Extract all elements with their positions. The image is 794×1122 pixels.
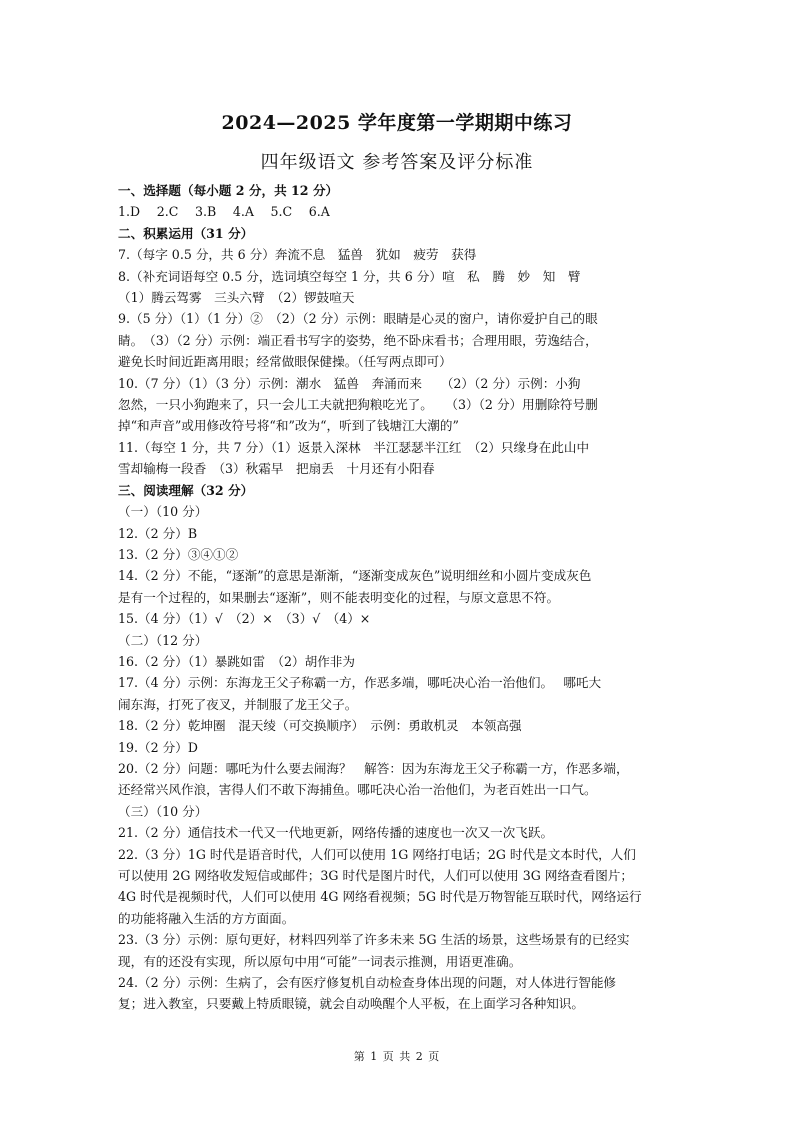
answer-line: 8.（补充词语每空 0.5 分，选词填空每空 1 分，共 6 分）喧 私 腾 妙 知 臂 — [118, 268, 581, 284]
answer-line: 16.（2 分）（1）暴跳如雷 （2）胡作非为 — [118, 653, 355, 669]
answer-line: 12.（2 分）B — [118, 525, 198, 541]
answer-line: 闹东海，打死了夜叉，并制服了龙王父子。 — [118, 696, 358, 712]
section-heading: 二、积累运用（31 分） — [118, 225, 254, 241]
answer-line: 雪却输梅一段香 （3）秋霜早 把扇丢 十月还有小阳春 — [118, 461, 435, 477]
section-heading: 一、选择题（每小题 2 分，共 12 分） — [118, 183, 339, 198]
answer-line: 可以使用 2G 网络收发短信或邮件；3G 时代是图片时代，人们可以使用 3G 网络查看图片； — [118, 868, 634, 883]
answer-line: 24.（2 分）示例：生病了，会有医疗修复机自动检查身体出现的问题，对人体进行智能修 — [118, 975, 617, 991]
answer-line: 20.（2 分）问题：哪吒为什么要去闹海？ 解答：因为东海龙王父子称霸一方，作恶多端， — [118, 760, 629, 776]
answer-line: 复；进入教室，只要戴上特质眼镜，就会自动唤醒个人平板，在上面学习各种知识。 — [118, 996, 584, 1012]
answer-line: 忽然，一只小狗跑来了，只一会儿工夫就把狗粮吃光了。 （3）（2 分）用删除符号删 — [118, 397, 598, 413]
answer-line: （二）（12 分） — [118, 632, 208, 648]
answer-line: 9.（5 分）（1）（1 分）② （2）（2 分）示例：眼睛是心灵的窗户，请你爱护自己的眼 — [118, 311, 598, 327]
answer-line: 21.（2 分）通信技术一代又一代地更新，网络传播的速度也一次又一次飞跃。 — [118, 825, 554, 841]
document-title: 2024—2025 学年度第一学期期中练习 — [221, 112, 573, 134]
answer-line: （三）（10 分） — [118, 803, 208, 819]
answer-line: 7.（每字 0.5 分，共 6 分）奔流不息 猛兽 犹如 疲劳 获得 — [118, 247, 477, 263]
answer-line: 22.（3 分）1G 时代是语音时代，人们可以使用 1G 网络打电话；2G 时代是文本时代，人们 — [118, 846, 636, 862]
answer-line: 19.（2 分）D — [118, 739, 198, 755]
answer-line: 还经常兴风作浪，害得人们不敢下海捕鱼。哪吒决心治一治他们，为老百姓出一口气。 — [118, 782, 597, 798]
answer-line: （1）腾云驾雾 三头六臂 （2）锣鼓喧天 — [118, 290, 355, 306]
answer-line: 掉“和声音”或用修改符号将“和”改为“，听到了钱塘江大潮的” — [118, 418, 459, 434]
answer-line: 11.（每空 1 分，共 7 分）（1）返景入深林 半江瑟瑟半江红 （2）只缘身在此山中 — [118, 439, 590, 455]
answer-line: 的功能将融入生活的方方面面。 — [118, 910, 295, 926]
answer-line: 14.（2 分）不能，“逐渐”的意思是渐渐，“逐渐变成灰色”说明细丝和小圆片变成灰色 — [118, 568, 592, 584]
answer-line: 15.（4 分）（1）√ （2）× （3）√ （4）× — [118, 611, 371, 627]
answer-body — [118, 180, 678, 1015]
answer-line: 18.（2 分）乾坤圈 混天绫（可交换顺序） 示例：勇敢机灵 本领高强 — [118, 718, 522, 734]
answer-line: 1.D 2.C 3.B 4.A 5.C 6.A — [118, 204, 330, 220]
answer-line: 是有一个过程的，如果删去“逐渐”，则不能表明变化的过程，与原文意思不符。 — [118, 589, 560, 605]
answer-line: 13.（2 分）③④①② — [118, 546, 239, 562]
answer-line: 4G 时代是视频时代，人们可以使用 4G 网络看视频；5G 时代是万物智能互联时代，网络运行 — [118, 889, 642, 905]
answer-line: 睛。 （3）（2 分）示例：端正看书写字的姿势，绝不卧床看书；合理用眼，劳逸结合， — [118, 332, 598, 348]
page-footer: 第 1 页 共 2 页 — [353, 1050, 441, 1063]
answer-line: 避免长时间近距离用眼；经常做眼保健操。（任写两点即可） — [118, 354, 452, 370]
section-heading: 三、阅读理解（32 分） — [118, 482, 254, 498]
answer-line: 10.（7 分）（1）（3 分）示例：潮水 猛兽 奔涌而来 （2）（2 分）示例：小狗 — [118, 375, 581, 391]
answer-line: （一）（10 分） — [118, 504, 208, 520]
answer-line: 现，有的还没有实现，所以原句中用“可能”一词表示推测，用语更准确。 — [118, 953, 522, 969]
answer-line: 23.（3 分）示例：原句更好，材料四列举了许多未来 5G 生活的场景，这些场景有的已经实 — [118, 932, 630, 948]
answer-line: 17.（4 分）示例：东海龙王父子称霸一方，作恶多端，哪吒决心治一治他们。 哪吒大 — [118, 675, 602, 691]
document-subtitle: 四年级语文 参考答案及评分标准 — [260, 152, 534, 173]
